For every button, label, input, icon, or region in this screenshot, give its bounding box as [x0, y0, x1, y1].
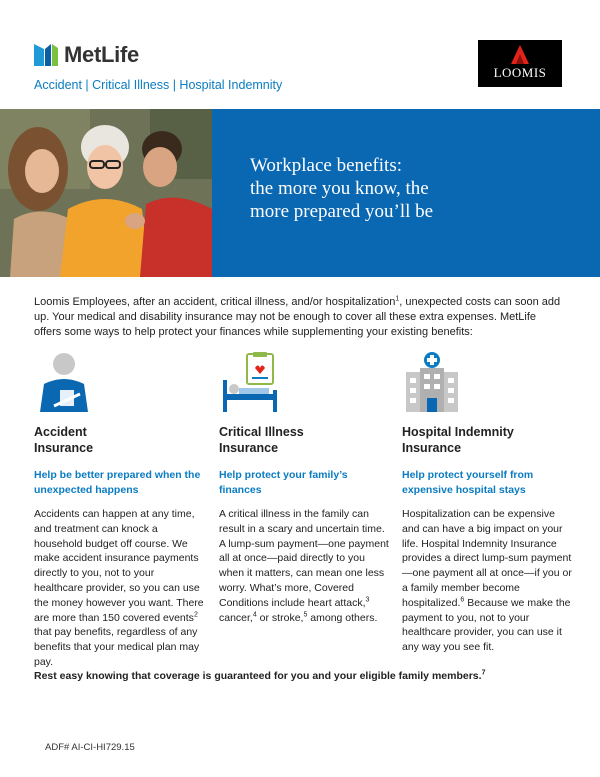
injured-person-icon [34, 350, 204, 415]
accident-title: Accident Insurance [34, 425, 94, 455]
intro-paragraph: Loomis Employees, after an accident, critical illness, and/or hospitalization$^1$, unexpected costs can soon add up. Your medical and disability insurance may not be enough to cover all these extra expenses. MetLife offers some ways to help protect your finances while supplementing your existing benefits: [34, 295, 561, 338]
loomis-logo [478, 40, 562, 87]
metlife-logo [34, 42, 139, 68]
brand-name: MetLife [64, 42, 139, 67]
accident-body: Accidents can happen at any time, and treatment can knock a household budget off course. We make accident insurance payments directly to you, not to your healthcare provider, so you can use the money however you want. There are more than 150 covered events$^2$ that pay benefits, regardless of any benefits that your medical plan may pay. [34, 508, 204, 668]
accident-insurance-section [34, 350, 204, 670]
hospital-building-icon [402, 350, 572, 415]
critical-illness-body: A critical illness in the family can result in a scary and uncertain time. A lump-sum payment—one payment all at once—paid directly to you when it matters, can mean one less worry. What’s more, Covered Conditions include heart attack,$^3$ cancer,$^4$ or stroke,$^5$ among others. [219, 508, 389, 624]
hero-title-line-3: more prepared you’ll be [250, 201, 434, 222]
hospital-indemnity-tagline: Help protect yourself from expensive hospital stays [402, 469, 534, 496]
loomis-logo-text: LOOMIS [493, 65, 547, 80]
hospital-indemnity-section [402, 350, 572, 655]
hospital-indemnity-title: Hospital Indemnity Insurance [402, 425, 514, 455]
hospital-indemnity-body: Hospitalization can be expensive and can have a big impact on your life. Hospital Indemnity Insurance provides a direct lump-sum payment—one payment all at once—if you or a family member become hospitalized.$^6$ Because we make the payment to you, not to your healthcare provider, you can use it any way you see fit. [402, 508, 572, 654]
document-id: ADF# AI-CI-HI729.15 [45, 742, 135, 753]
accident-tagline: Help be better prepared when the unexpected happens [34, 469, 201, 496]
critical-illness-section [219, 350, 389, 625]
hero-photo-family [0, 109, 212, 277]
metlife-logo-icon [34, 44, 58, 66]
critical-illness-tagline: Help protect your family’s finances [219, 469, 348, 496]
hero-title [250, 154, 433, 223]
critical-illness-title: Critical Illness Insurance [219, 425, 304, 455]
hospital-bed-icon [219, 350, 389, 415]
product-subtitle: Accident | Critical Illness | Hospital Indemnity [34, 78, 283, 92]
hero-banner [212, 109, 600, 277]
family-photo-icon [0, 109, 212, 277]
coverage-guarantee-statement: Rest easy knowing that coverage is guaranteed for you and your eligible family members.$^7$ [34, 669, 486, 682]
hero-title-line-1: Workplace benefits: [250, 155, 402, 176]
hero-title-line-2: the more you know, the [250, 178, 429, 199]
